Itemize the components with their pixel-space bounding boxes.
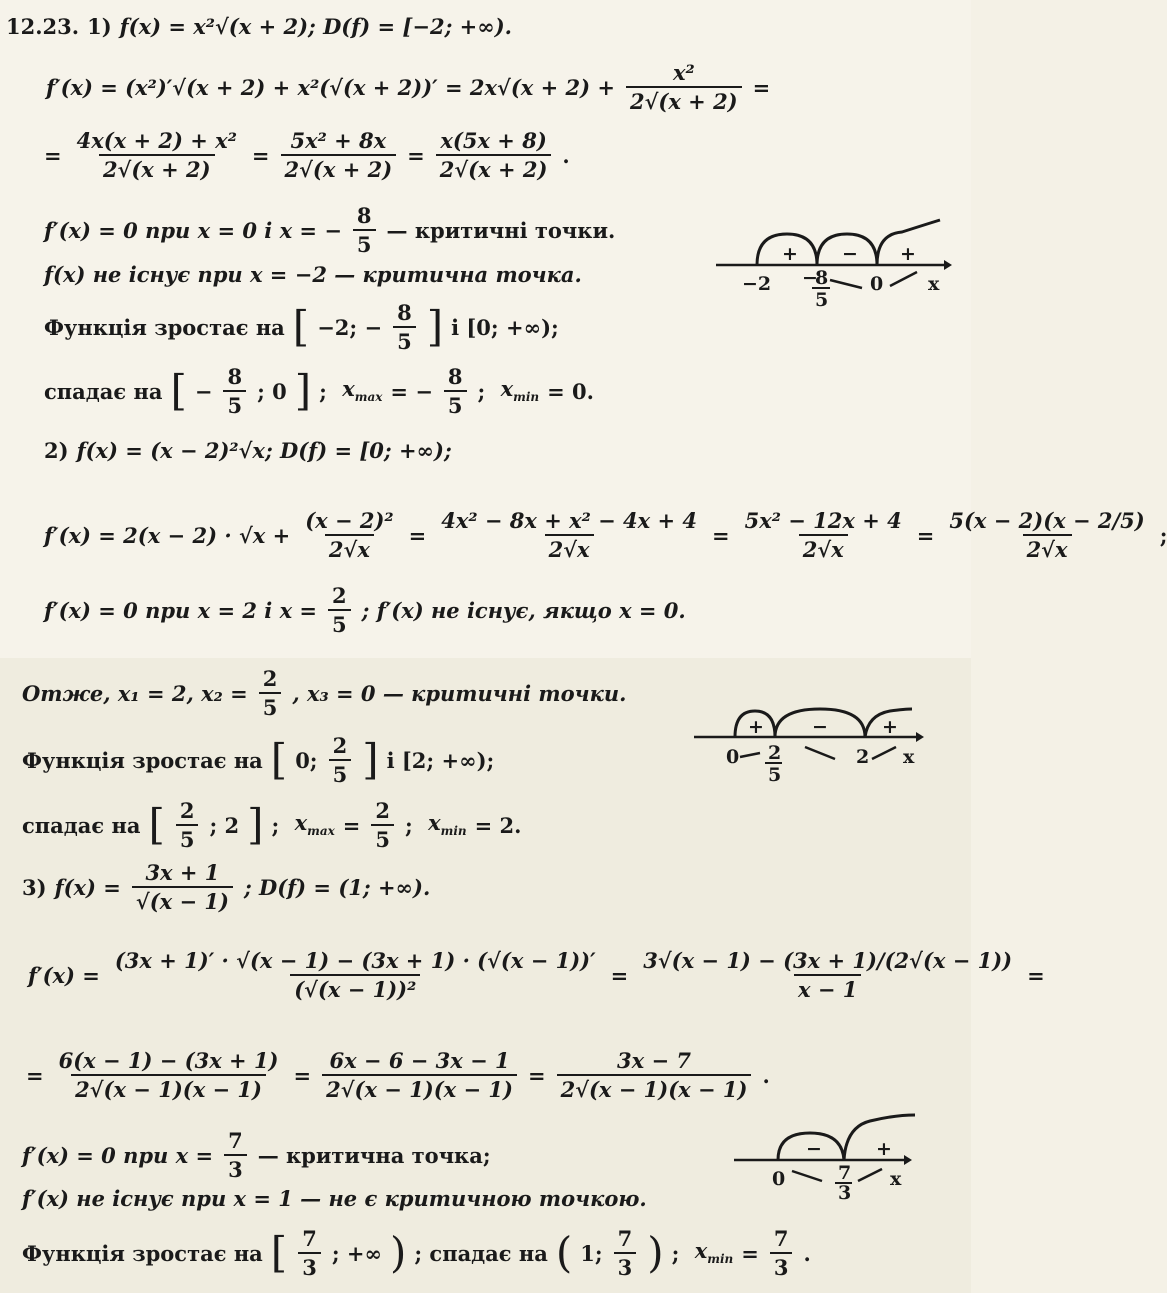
sign-3: +: [900, 243, 916, 265]
part3-zero-line: f′(x) = 0 при x = $\frac{7}{3}$ — критична точка;: [22, 1128, 491, 1182]
part1-decreasing-line: спадає на [ − $\frac{8}{5}$ ; 0 ] ; $x_{max}$ = − $\frac{8}{5}$ ; $x_{min}$ = 0.: [44, 364, 594, 418]
svg-text:2: 2: [856, 746, 870, 768]
svg-text:−: −: [812, 716, 828, 738]
part2-sign-diagram: [690, 695, 930, 785]
part1-deriv2-frac2: $\frac{\text{5x² + 8x}}{2√(x + 2)}$: [281, 130, 397, 180]
svg-text:+: +: [876, 1138, 892, 1160]
part3-final-line: Функція зростає на [ $\frac{7}{3}$ ; +∞ ) ; спадає на ( 1; $\frac{7}{3}$ ) ; $x_{min}$ = $\frac{7}{3}$ .: [22, 1226, 811, 1280]
svg-text:−: −: [802, 267, 818, 289]
part1-zero-frac: $\frac{8}{5}$: [353, 205, 376, 255]
svg-text:0: 0: [726, 746, 740, 768]
svg-text:x: x: [890, 1168, 902, 1190]
svg-text:+: +: [748, 716, 764, 738]
part2-zero-line: f′(x) = 0 при x = 2 і x = $\frac{2}{5}$ ; f′(x) не існує, якщо x = 0.: [44, 583, 686, 637]
sign-2: −: [842, 243, 858, 265]
sign-1: +: [782, 243, 798, 265]
part1-deriv-fraction: $\frac{\text{x²}}{2√(x + 2)}$: [626, 62, 742, 112]
part3-sign-diagram: [730, 1105, 930, 1204]
svg-text:2: 2: [768, 742, 782, 764]
part1-definition-line: [6, 16, 512, 37]
svg-text:−: −: [806, 1138, 822, 1160]
svg-text:−2: −2: [742, 273, 772, 295]
part2-definition-line: 2) f(x) = (x − 2)²√x; D(f) = [0; +∞);: [44, 438, 452, 463]
part1-sign-diagram: [712, 210, 952, 310]
part1-zero-line: f′(x) = 0 при x = 0 і x = − $\frac{8}{5}$ — критичні точки.: [44, 203, 616, 257]
svg-text:7: 7: [838, 1162, 852, 1184]
part3-definition-line: 3) f(x) = $\frac{3x + 1}{√(x - 1)}$ ; D(f) = (1; +∞).: [22, 860, 431, 914]
part1-deriv2-frac1: $\frac{\text{4x(x + 2) + x²}}{2√(x + 2)}$: [76, 128, 237, 182]
part1-derivative-line2: = $\frac{\text{4x(x + 2) + x²}}{2√(x + 2)}$ = $\frac{\text{5x² + 8x}}{2√(x + 2)}$ = $\frac{x(5x + 8)}{2√(x + 2)}$ .: [44, 128, 570, 182]
svg-text:x: x: [903, 746, 915, 768]
part2-derivative-line: f′(x) = 2(x − 2) · √x + $\frac{\text{(x − 2)²}}{2√x}$ = $\frac{\text{4x² − 8x + x² − 4x + 4}}{2√x}$ = $\frac{\text{5x² − 12x + 4}}{2√x}$ = $\frac{5(x - 2)(x - 2/5)}{2√x}$ ;: [44, 508, 1167, 562]
part2-decreasing-line: спадає на [ $\frac{2}{5}$ ; 2 ] ; $x_{max}$ = $\frac{2}{5}$ ; $x_{min}$ = 2.: [22, 798, 522, 852]
part1-undefined-line: f(x) не існує при x = −2 — критична точка.: [44, 262, 582, 287]
part2-critical-line: Отже, x₁ = 2, x₂ = $\frac{2}{5}$ , x₃ = 0 — критичні точки.: [22, 666, 627, 720]
part3-undefined-line: f′(x) не існує при x = 1 — не є критичною точкою.: [22, 1186, 647, 1211]
svg-text:8: 8: [815, 267, 829, 289]
exercise-number: 12.23.: [6, 14, 80, 39]
svg-text:+: +: [882, 716, 898, 738]
svg-text:0: 0: [772, 1168, 786, 1190]
part1-derivative-line1: f′(x) = (x²)′√(x + 2) + x²(√(x + 2))′ = 2x√(x + 2) + $\frac{\text{x²}}{2√(x + 2)}$ =: [46, 60, 771, 114]
svg-text:5: 5: [815, 289, 829, 311]
part3-derivative-line1: f′(x) = $\frac{(3x + 1)' \cdot √(x - 1) - (3x + 1) \cdot (√(x - 1))'}{\text{(√(x − 1))²}}$ = $\frac{3√(x - 1) - (3x + 1)/(2√(x - 1))}{x - 1}$ =: [28, 948, 1045, 1002]
part1-definition: f(x) = x²√(x + 2); D(f) = [−2; +∞).: [119, 14, 512, 39]
svg-text:0: 0: [870, 273, 884, 295]
part3-derivative-line2: = $\frac{6(x - 1) - (3x + 1)}{2√(x - 1)(x - 1)}$ = $\frac{6x - 6 - 3x - 1}{2√(x - 1)(x - 1)}$ = $\frac{3x - 7}{2√(x - 1)(x - 1)}$ .: [26, 1048, 770, 1102]
part1-label: 1): [87, 14, 112, 39]
part1-deriv2-frac3: $\frac{x(5x + 8)}{2√(x + 2)}$: [436, 130, 552, 180]
part1-increasing-line: Функція зростає на [ −2; − $\frac{8}{5}$ ] і [0; +∞);: [44, 300, 559, 354]
part2-increasing-line: Функція зростає на [ 0; $\frac{2}{5}$ ] і [2; +∞);: [22, 733, 495, 787]
part1-deriv-lhs: f′(x) = (x²)′√(x + 2) + x²(√(x + 2))′ = 2x√(x + 2) +: [46, 74, 615, 100]
svg-text:3: 3: [838, 1182, 852, 1204]
svg-text:5: 5: [768, 764, 782, 786]
svg-text:x: x: [928, 273, 940, 295]
